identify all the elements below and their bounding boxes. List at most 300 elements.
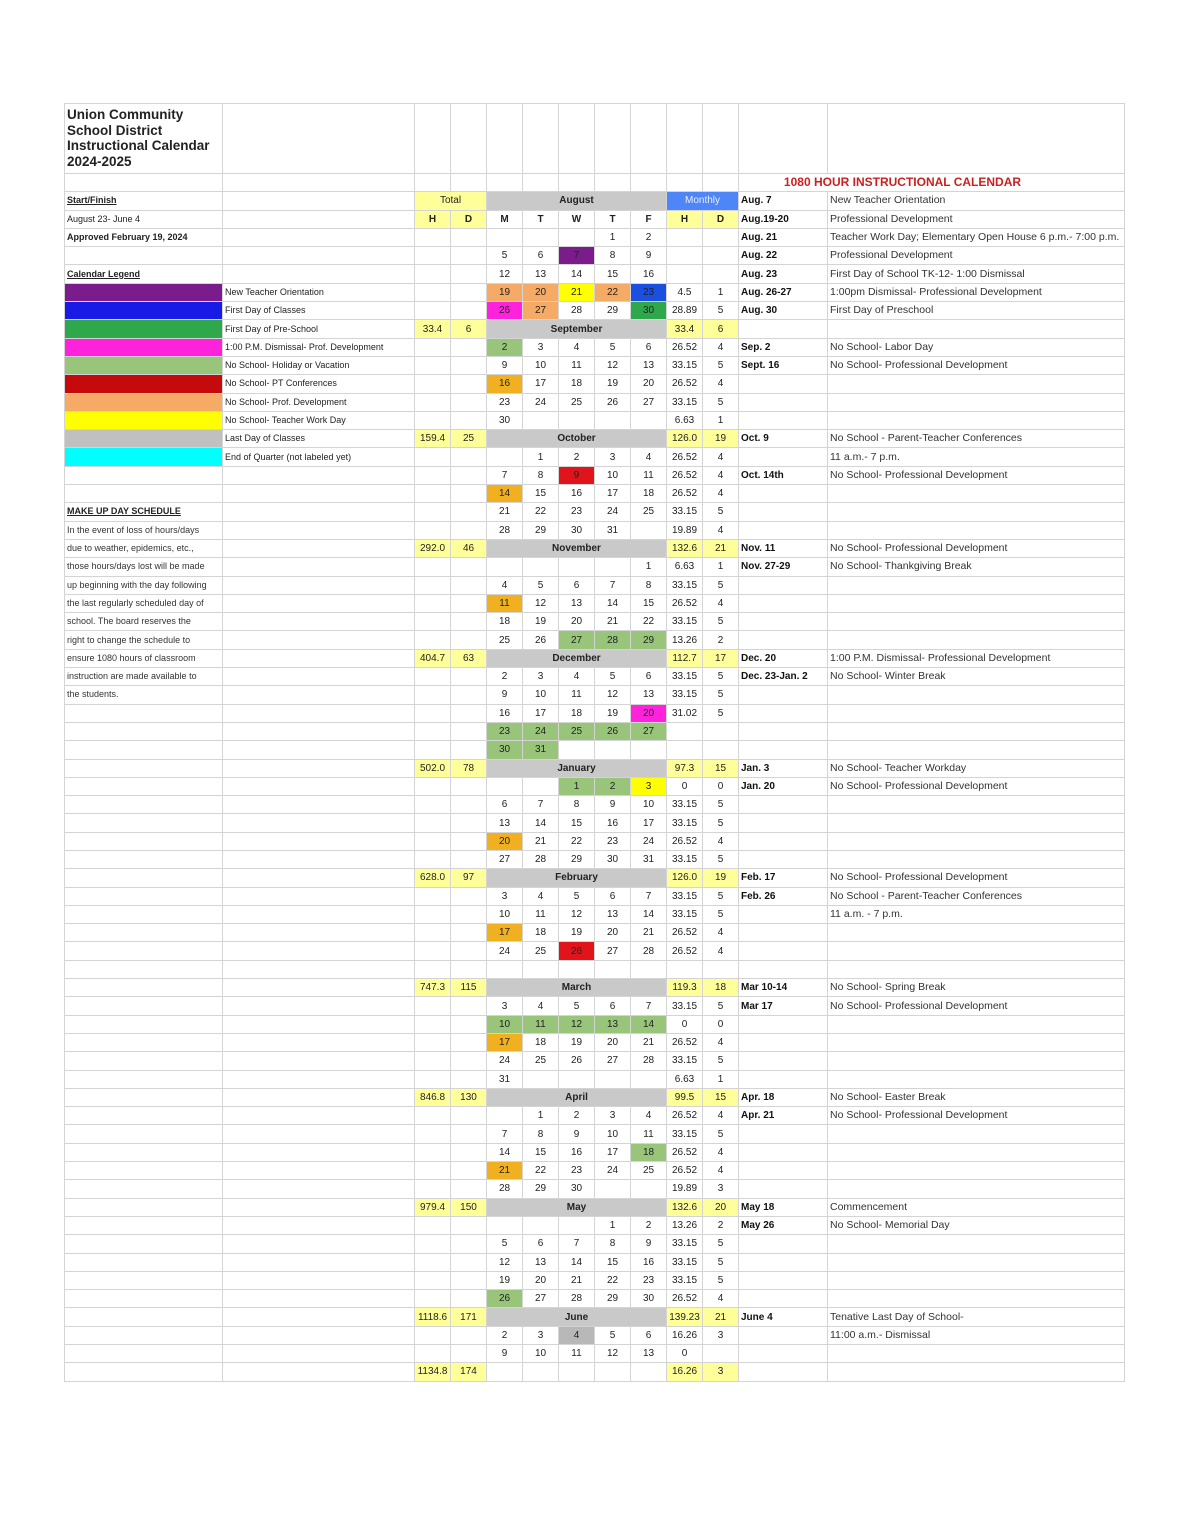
day-cell: 12 xyxy=(559,1015,595,1033)
day-cell: 24 xyxy=(487,1052,523,1070)
total-cell xyxy=(415,228,451,246)
month-name: May xyxy=(487,1198,667,1216)
week-hours: 33.15 xyxy=(667,1052,703,1070)
calendar-row xyxy=(65,668,1125,686)
week-days: 5 xyxy=(703,796,739,814)
total-cell xyxy=(451,265,487,283)
week-hours: 0 xyxy=(667,1015,703,1033)
week-days xyxy=(703,1345,739,1363)
day-cell: 30 xyxy=(559,1180,595,1198)
day-cell xyxy=(595,1363,631,1381)
side-cell xyxy=(65,1180,223,1198)
final-total-hours: 1134.8 xyxy=(415,1363,451,1381)
week-hours: 33.15 xyxy=(667,887,703,905)
event-date: Sep. 2 xyxy=(739,338,828,356)
calendar-row xyxy=(65,631,1125,649)
total-cell xyxy=(451,942,487,960)
total-hours: 628.0 xyxy=(415,869,451,887)
day-cell: 29 xyxy=(631,631,667,649)
day-cell: 11 xyxy=(631,1125,667,1143)
day-cell xyxy=(523,228,559,246)
total-cell xyxy=(451,777,487,795)
week-hours xyxy=(667,741,703,759)
week-days: 4 xyxy=(703,521,739,539)
legend-label: 1:00 P.M. Dismissal- Prof. Development xyxy=(223,338,415,356)
event-description xyxy=(828,576,1125,594)
side-text: August 23- June 4 xyxy=(65,210,223,228)
side-cell xyxy=(65,1198,223,1216)
side-cell xyxy=(223,1107,415,1125)
day-cell: 1 xyxy=(559,777,595,795)
week-hours: 6.63 xyxy=(667,558,703,576)
day-cell: 30 xyxy=(631,1290,667,1308)
day-cell: 23 xyxy=(559,1162,595,1180)
day-cell: 31 xyxy=(631,850,667,868)
event-date xyxy=(739,1326,828,1344)
calendar-row xyxy=(65,375,1125,393)
side-cell xyxy=(223,1198,415,1216)
event-description: 11:00 a.m.- Dismissal xyxy=(828,1326,1125,1344)
day-cell xyxy=(523,558,559,576)
week-days xyxy=(703,741,739,759)
event-description: Professional Development xyxy=(828,210,1125,228)
day-cell: 17 xyxy=(595,1143,631,1161)
side-cell xyxy=(65,247,223,265)
day-cell: 25 xyxy=(487,631,523,649)
day-cell xyxy=(523,1363,559,1381)
event-date xyxy=(739,722,828,740)
side-cell xyxy=(223,1326,415,1344)
day-cell: 13 xyxy=(595,905,631,923)
side-text: school. The board reserves the xyxy=(65,613,223,631)
day-cell: 21 xyxy=(487,503,523,521)
day-cell: 23 xyxy=(631,1271,667,1289)
week-days: 5 xyxy=(703,997,739,1015)
day-cell: 7 xyxy=(631,887,667,905)
day-cell: 28 xyxy=(487,1180,523,1198)
event-description xyxy=(828,1015,1125,1033)
week-hours: 26.52 xyxy=(667,448,703,466)
day-cell xyxy=(487,1216,523,1234)
legend-swatch xyxy=(65,375,223,393)
day-cell: 7 xyxy=(559,247,595,265)
total-hours: 747.3 xyxy=(415,979,451,997)
week-hours: 33.15 xyxy=(667,905,703,923)
week-hours: 33.15 xyxy=(667,356,703,374)
side-cell xyxy=(223,686,415,704)
day-cell xyxy=(559,228,595,246)
total-hours: 502.0 xyxy=(415,759,451,777)
day-cell: 16 xyxy=(631,265,667,283)
event-description: Commencement xyxy=(828,1198,1125,1216)
day-cell: 16 xyxy=(487,375,523,393)
monthly-hours: 119.3 xyxy=(667,979,703,997)
total-cell xyxy=(415,942,451,960)
week-hours: 33.15 xyxy=(667,997,703,1015)
month-name: March xyxy=(487,979,667,997)
legend-swatch xyxy=(65,448,223,466)
total-days: 78 xyxy=(451,759,487,777)
day-cell: 22 xyxy=(595,1271,631,1289)
day-cell: 16 xyxy=(559,1143,595,1161)
day-cell: 10 xyxy=(631,796,667,814)
calendar-row xyxy=(65,850,1125,868)
total-cell xyxy=(415,1070,451,1088)
day-cell: 9 xyxy=(595,796,631,814)
day-cell: 17 xyxy=(523,375,559,393)
day-cell: 12 xyxy=(595,356,631,374)
event-date: Aug. 26-27 xyxy=(739,283,828,301)
event-date xyxy=(739,1143,828,1161)
week-hours: 4.5 xyxy=(667,283,703,301)
event-description xyxy=(828,722,1125,740)
total-cell xyxy=(451,1162,487,1180)
total-cell xyxy=(415,247,451,265)
day-cell: 14 xyxy=(595,594,631,612)
day-cell xyxy=(487,960,523,978)
event-date xyxy=(739,503,828,521)
day-cell: 28 xyxy=(595,631,631,649)
monthly-d-label: D xyxy=(703,210,739,228)
day-cell: 12 xyxy=(523,594,559,612)
event-description: First Day of Preschool xyxy=(828,302,1125,320)
week-days: 4 xyxy=(703,924,739,942)
day-cell: 7 xyxy=(595,576,631,594)
week-hours: 26.52 xyxy=(667,594,703,612)
day-cell: 7 xyxy=(487,466,523,484)
day-cell: 14 xyxy=(559,1253,595,1271)
calendar-row xyxy=(65,228,1125,246)
event-date: Dec. 23-Jan. 2 xyxy=(739,668,828,686)
side-cell xyxy=(223,1180,415,1198)
weekday-label: M xyxy=(487,210,523,228)
day-cell: 27 xyxy=(559,631,595,649)
day-cell: 30 xyxy=(487,411,523,429)
side-cell xyxy=(65,979,223,997)
side-cell xyxy=(65,485,223,503)
side-cell xyxy=(223,485,415,503)
week-days: 1 xyxy=(703,283,739,301)
event-description xyxy=(828,320,1125,338)
event-description: No School- Professional Development xyxy=(828,466,1125,484)
calendar-row xyxy=(65,558,1125,576)
total-cell xyxy=(415,448,451,466)
event-date: Nov. 27-29 xyxy=(739,558,828,576)
week-days: 4 xyxy=(703,338,739,356)
calendar-row xyxy=(65,887,1125,905)
monthly-days: 21 xyxy=(703,1308,739,1326)
legend-label: No School- Holiday or Vacation xyxy=(223,356,415,374)
week-hours: 33.15 xyxy=(667,668,703,686)
week-hours: 13.26 xyxy=(667,631,703,649)
total-cell xyxy=(451,411,487,429)
calendar-row xyxy=(65,356,1125,374)
legend-swatch xyxy=(65,283,223,301)
calendar-row xyxy=(65,338,1125,356)
day-cell: 14 xyxy=(631,905,667,923)
day-cell: 25 xyxy=(631,503,667,521)
day-cell: 6 xyxy=(595,997,631,1015)
day-cell: 17 xyxy=(523,704,559,722)
day-cell: 18 xyxy=(559,375,595,393)
week-days: 4 xyxy=(703,1107,739,1125)
month-name: April xyxy=(487,1088,667,1106)
day-cell: 11 xyxy=(631,466,667,484)
event-description xyxy=(828,1143,1125,1161)
event-description: No School- Memorial Day xyxy=(828,1216,1125,1234)
week-hours: 26.52 xyxy=(667,338,703,356)
week-hours xyxy=(667,960,703,978)
side-cell xyxy=(65,942,223,960)
week-days: 4 xyxy=(703,1290,739,1308)
calendar-row xyxy=(65,832,1125,850)
month-name-august: August xyxy=(487,192,667,210)
total-cell xyxy=(451,832,487,850)
week-days: 3 xyxy=(703,1180,739,1198)
total-cell xyxy=(451,631,487,649)
calendar-row xyxy=(65,777,1125,795)
calendar-row xyxy=(65,649,1125,667)
side-cell xyxy=(65,1363,223,1381)
calendar-row xyxy=(65,613,1125,631)
total-cell xyxy=(451,722,487,740)
day-cell: 12 xyxy=(487,265,523,283)
total-cell xyxy=(451,576,487,594)
side-cell xyxy=(223,704,415,722)
day-cell: 15 xyxy=(523,485,559,503)
side-cell xyxy=(223,1271,415,1289)
day-cell xyxy=(559,1216,595,1234)
event-date xyxy=(739,1345,828,1363)
day-cell xyxy=(523,960,559,978)
calendar-row xyxy=(65,320,1125,338)
day-cell: 4 xyxy=(631,448,667,466)
day-cell: 24 xyxy=(595,503,631,521)
day-cell xyxy=(631,521,667,539)
event-date xyxy=(739,1125,828,1143)
legend-label: First Day of Classes xyxy=(223,302,415,320)
total-cell xyxy=(451,338,487,356)
total-cell xyxy=(451,521,487,539)
total-cell xyxy=(415,997,451,1015)
event-date: Aug. 22 xyxy=(739,247,828,265)
day-cell xyxy=(559,741,595,759)
side-cell xyxy=(65,997,223,1015)
day-cell: 2 xyxy=(559,448,595,466)
day-cell: 27 xyxy=(523,1290,559,1308)
event-description: No School- Labor Day xyxy=(828,338,1125,356)
day-cell: 3 xyxy=(595,1107,631,1125)
side-cell xyxy=(223,1162,415,1180)
day-cell xyxy=(631,411,667,429)
day-cell xyxy=(631,1070,667,1088)
day-cell: 2 xyxy=(631,1216,667,1234)
side-cell xyxy=(65,924,223,942)
calendar-row xyxy=(65,1235,1125,1253)
total-cell xyxy=(415,1015,451,1033)
day-cell: 4 xyxy=(523,997,559,1015)
side-cell xyxy=(223,558,415,576)
event-description xyxy=(828,796,1125,814)
day-cell: 7 xyxy=(559,1235,595,1253)
day-cell: 18 xyxy=(631,485,667,503)
total-cell xyxy=(451,1216,487,1234)
monthly-days: 21 xyxy=(703,539,739,557)
event-description xyxy=(828,1162,1125,1180)
event-date: Aug. 30 xyxy=(739,302,828,320)
side-cell xyxy=(65,1326,223,1344)
day-cell: 6 xyxy=(631,1326,667,1344)
day-cell: 11 xyxy=(559,1345,595,1363)
monthly-hours: 126.0 xyxy=(667,869,703,887)
total-hours: 33.4 xyxy=(415,320,451,338)
event-description: 11 a.m.- 7 p.m. xyxy=(828,448,1125,466)
side-cell xyxy=(223,1253,415,1271)
side-cell xyxy=(65,777,223,795)
week-hours: 31.02 xyxy=(667,704,703,722)
event-description: 1:00 P.M. Dismissal- Professional Development xyxy=(828,649,1125,667)
day-cell: 15 xyxy=(595,1253,631,1271)
day-cell: 20 xyxy=(631,704,667,722)
calendar-row xyxy=(65,1015,1125,1033)
day-cell xyxy=(595,741,631,759)
event-description: Professional Development xyxy=(828,247,1125,265)
legend-label: No School- Prof. Development xyxy=(223,393,415,411)
side-cell xyxy=(65,814,223,832)
total-cell xyxy=(451,375,487,393)
side-cell xyxy=(223,466,415,484)
week-hours: 26.52 xyxy=(667,485,703,503)
event-date xyxy=(739,1271,828,1289)
calendar-row xyxy=(65,1052,1125,1070)
final-monthly-days: 3 xyxy=(703,1363,739,1381)
calendar-row xyxy=(65,997,1125,1015)
side-cell xyxy=(65,1290,223,1308)
calendar-row xyxy=(65,686,1125,704)
total-cell xyxy=(451,448,487,466)
day-cell: 17 xyxy=(631,814,667,832)
instructional-calendar-table xyxy=(64,103,1125,1382)
total-days: 6 xyxy=(451,320,487,338)
week-days: 1 xyxy=(703,558,739,576)
calendar-row xyxy=(65,759,1125,777)
total-cell xyxy=(451,302,487,320)
total-cell xyxy=(451,741,487,759)
day-cell: 4 xyxy=(559,338,595,356)
week-days xyxy=(703,722,739,740)
event-description xyxy=(828,1180,1125,1198)
day-cell: 13 xyxy=(595,1015,631,1033)
day-cell: 9 xyxy=(631,1235,667,1253)
week-hours: 13.26 xyxy=(667,1216,703,1234)
day-cell: 3 xyxy=(523,1326,559,1344)
day-cell: 17 xyxy=(487,924,523,942)
side-text: right to change the schedule to xyxy=(65,631,223,649)
calendar-row xyxy=(65,1363,1125,1381)
day-cell: 19 xyxy=(559,924,595,942)
calendar-row xyxy=(65,1271,1125,1289)
calendar-row xyxy=(65,448,1125,466)
calendar-row xyxy=(65,302,1125,320)
total-cell xyxy=(415,1033,451,1051)
side-text: up beginning with the day following xyxy=(65,576,223,594)
event-date xyxy=(739,521,828,539)
week-hours: 26.52 xyxy=(667,466,703,484)
day-cell: 18 xyxy=(523,1033,559,1051)
day-cell: 26 xyxy=(559,942,595,960)
day-cell: 17 xyxy=(487,1033,523,1051)
event-date xyxy=(739,1180,828,1198)
calendar-row xyxy=(65,1198,1125,1216)
event-date xyxy=(739,741,828,759)
calendar-row xyxy=(65,411,1125,429)
month-name: February xyxy=(487,869,667,887)
day-cell: 26 xyxy=(559,1052,595,1070)
weekday-label: W xyxy=(559,210,595,228)
event-date xyxy=(739,1253,828,1271)
event-date xyxy=(739,1052,828,1070)
event-description: No School - Parent-Teacher Conferences xyxy=(828,887,1125,905)
side-cell xyxy=(223,741,415,759)
monthly-hours: 132.6 xyxy=(667,1198,703,1216)
day-cell: 10 xyxy=(523,686,559,704)
week-hours xyxy=(667,247,703,265)
side-cell xyxy=(223,1345,415,1363)
calendar-row xyxy=(65,796,1125,814)
side-cell xyxy=(223,759,415,777)
event-date xyxy=(739,850,828,868)
calendar-row xyxy=(65,1107,1125,1125)
week-days: 0 xyxy=(703,1015,739,1033)
week-hours: 26.52 xyxy=(667,924,703,942)
total-cell xyxy=(415,1162,451,1180)
day-cell xyxy=(487,448,523,466)
side-cell xyxy=(223,265,415,283)
total-cell xyxy=(451,356,487,374)
week-hours xyxy=(667,228,703,246)
side-cell xyxy=(223,887,415,905)
month-name: November xyxy=(487,539,667,557)
event-description xyxy=(828,832,1125,850)
event-description xyxy=(828,594,1125,612)
day-cell: 10 xyxy=(595,466,631,484)
week-hours: 0 xyxy=(667,777,703,795)
week-days: 4 xyxy=(703,485,739,503)
calendar-row xyxy=(65,722,1125,740)
week-hours: 26.52 xyxy=(667,1033,703,1051)
week-hours: 0 xyxy=(667,1345,703,1363)
event-date xyxy=(739,942,828,960)
total-cell xyxy=(451,1033,487,1051)
day-cell: 5 xyxy=(559,887,595,905)
total-hours: 846.8 xyxy=(415,1088,451,1106)
side-cell xyxy=(223,1235,415,1253)
day-cell xyxy=(631,741,667,759)
total-cell xyxy=(415,466,451,484)
day-cell: 7 xyxy=(487,1125,523,1143)
day-cell: 20 xyxy=(487,832,523,850)
day-cell xyxy=(487,228,523,246)
calendar-row xyxy=(65,1162,1125,1180)
day-cell: 21 xyxy=(595,613,631,631)
event-date: Feb. 26 xyxy=(739,887,828,905)
event-description xyxy=(828,850,1125,868)
total-cell xyxy=(415,1125,451,1143)
day-cell: 25 xyxy=(523,1052,559,1070)
day-cell: 17 xyxy=(595,485,631,503)
monthly-days: 20 xyxy=(703,1198,739,1216)
total-cell xyxy=(451,1015,487,1033)
